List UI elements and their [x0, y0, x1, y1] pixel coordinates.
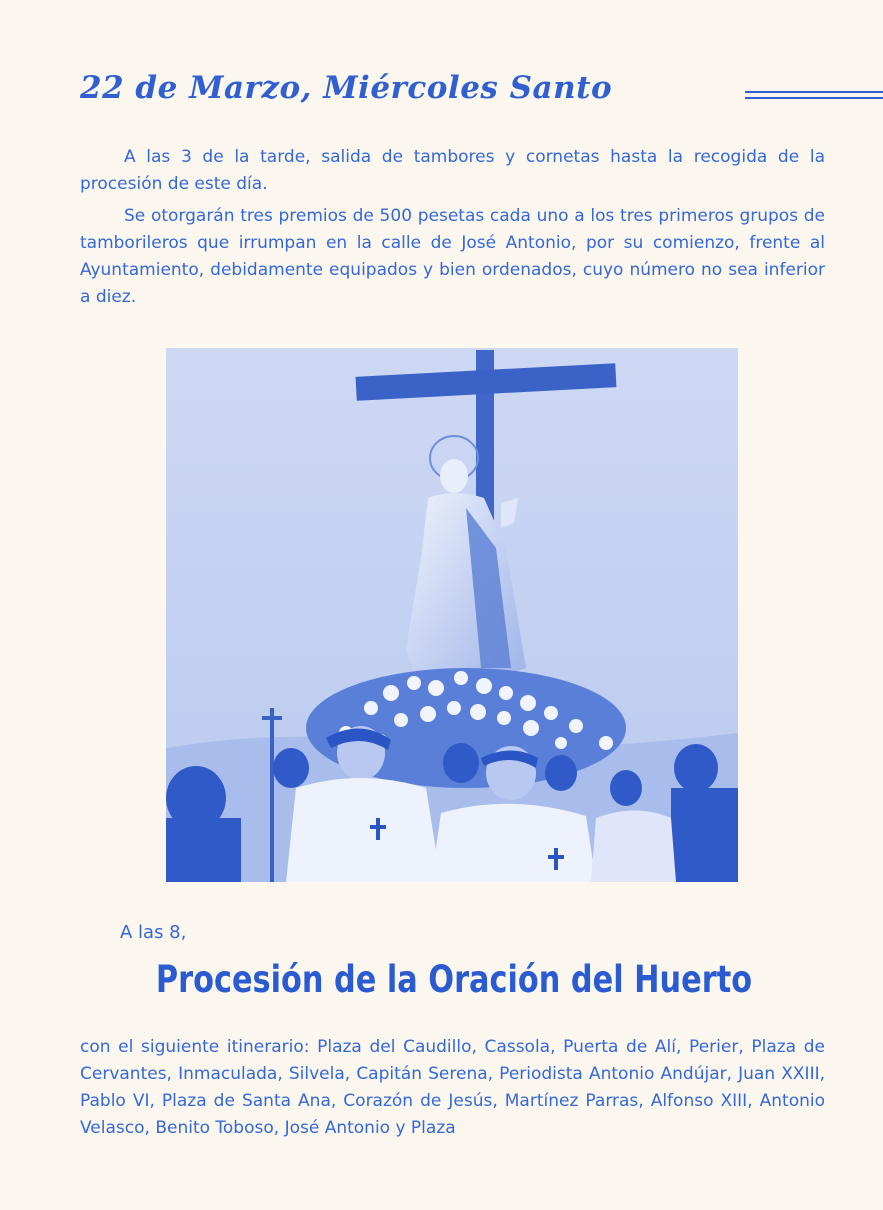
heading-row [80, 70, 825, 120]
itinerary-paragraph: con el siguiente itinerario: Plaza del Caudillo, Cassola, Puerta de Alí, Perier, Plaza de Cervantes, Inmaculada, Silvela, Capitán Serena, Periodista Antonio Andújar, Juan XXIII, Pablo VI, Plaza de Santa Ana, Corazón de Jesús, Martínez Parras, Alfonso XIII, Antonio Velasco, Benito Toboso, José Antonio y Plaza [80, 1037, 825, 1138]
time-label: A las 8, [120, 922, 187, 943]
paragraph-prizes: Se otorgarán tres premios de 500 pesetas cada uno a los tres primeros grupos de tamborileros que irrumpan en la calle de José Antonio, por su comienzo, frente al Ayuntamiento, debidamente equipados y bien ordenados, cuyo número no sea inferior a diez. [80, 206, 825, 307]
page-heading: 22 de Marzo, Miércoles Santo [80, 70, 613, 106]
paragraph-drums: A las 3 de la tarde, salida de tambores y cornetas hasta la recogida de la procesión de este día. [80, 147, 825, 194]
procession-title: Procesión de la Oración del Huerto [155, 958, 753, 1001]
procession-photo [166, 348, 738, 882]
heading-double-rule [745, 91, 883, 99]
